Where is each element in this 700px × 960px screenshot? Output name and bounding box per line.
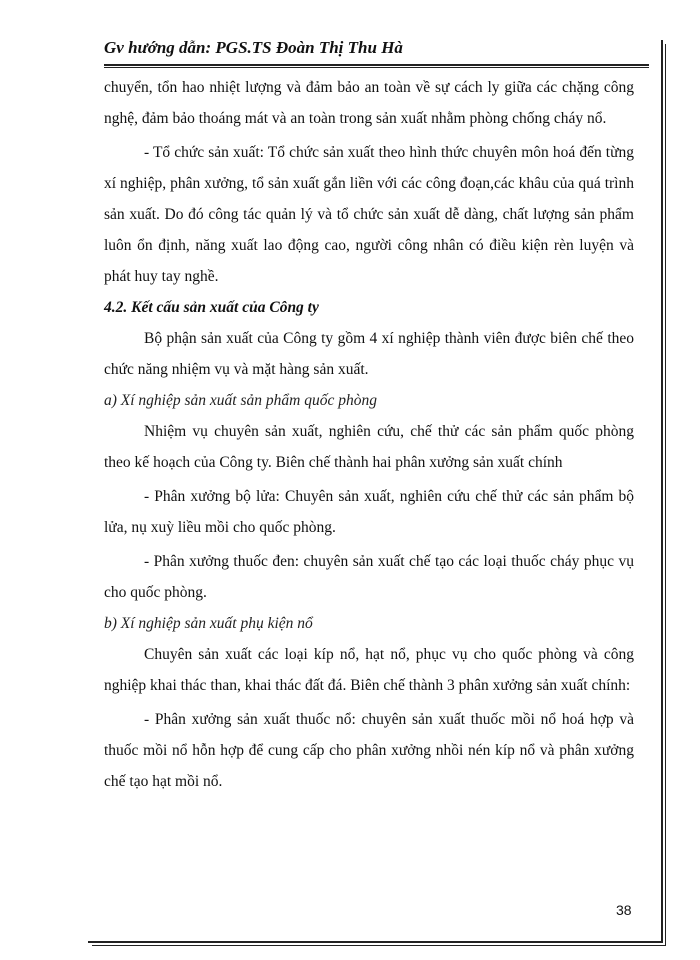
header-divider [104,67,649,68]
paragraph: Bộ phận sản xuất của Công ty gồm 4 xí nghiệp thành viên được biên chế theo chức năng nhiệm vụ và mặt hàng sản xuất. [104,330,634,378]
paragraph: Nhiệm vụ chuyên sản xuất, nghiên cứu, chế thử các sản phẩm quốc phòng theo kế hoạch của Công ty. Biên chế thành hai phân xưởng sản xuất chính [104,423,634,471]
paragraph: - Phân xưởng thuốc đen: chuyên sản xuất chế tạo các loại thuốc cháy phục vụ cho quốc phòng. [104,553,634,601]
paragraph: chuyển, tổn hao nhiệt lượng và đảm bảo an toàn về sự cách ly giữa các chặng công nghệ, đảm bảo thoáng mát và an toàn trong sản xuất nhằm phòng chống cháy nổ. [104,79,634,127]
page-number: 38 [616,902,632,918]
page-header: Gv hướng dẫn: PGS.TS Đoàn Thị Thu Hà [104,38,649,66]
paragraph: - Phân xưởng bộ lửa: Chuyên sản xuất, nghiên cứu chế thử các sản phẩm bộ lửa, nụ xuỳ liều mồi cho quốc phòng. [104,488,634,536]
subsection-heading: a) Xí nghiệp sản xuất sản phẩm quốc phòng [104,392,377,409]
document-body [104,72,634,797]
section-heading: 4.2. Kết cấu sản xuất của Công ty [104,299,319,316]
paragraph: - Phân xưởng sản xuất thuốc nổ: chuyên sản xuất thuốc mồi nổ hoá hợp và thuốc mồi nổ hỗn hợp để cung cấp cho phân xưởng nhồi nén kíp nổ và phân xưởng chế tạo hạt mồi nổ. [104,711,634,790]
paragraph: - Tổ chức sản xuất: Tổ chức sản xuất theo hình thức chuyên môn hoá đến từng xí nghiệp, phân xưởng, tổ sản xuất gắn liền với các công đoạn,các khâu của quá trình sản xuất. Do đó công tác quản lý và tổ chức sản xuất dễ dàng, chất lượng sản phẩm luôn ổn định, năng xuất lao động cao, người công nhân có điều kiện rèn luyện và phát huy tay nghề. [104,144,634,285]
subsection-heading: b) Xí nghiệp sản xuất phụ kiện nổ [104,615,313,632]
paragraph: Chuyên sản xuất các loại kíp nổ, hạt nổ, phục vụ cho quốc phòng và công nghiệp khai thác than, khai thác đất đá. Biên chế thành 3 phân xưởng sản xuất chính: [104,646,634,694]
